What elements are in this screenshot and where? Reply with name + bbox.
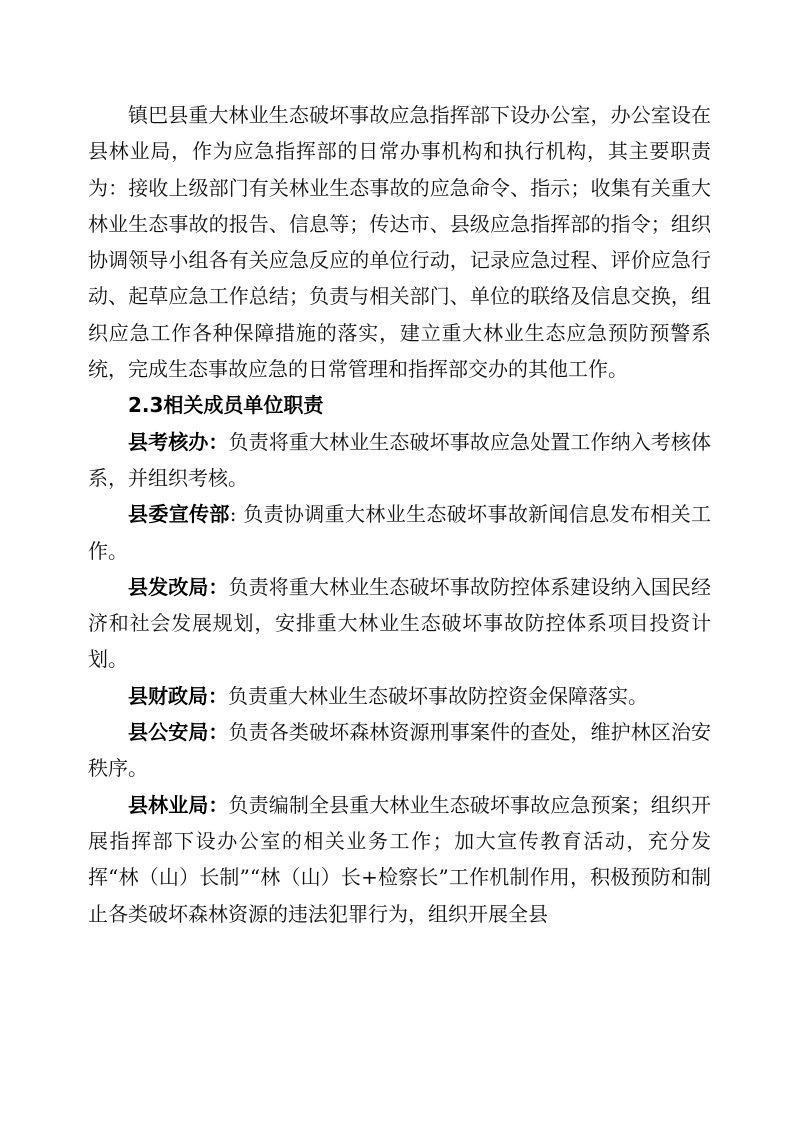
unit-label: 县委宣传部	[128, 502, 230, 527]
section-heading: 2.3相关成员单位职责	[128, 393, 324, 418]
unit-text: 负责重大林业生态破坏事故防控资金保障落实。	[228, 683, 648, 708]
unit-label: 县财政局：	[128, 683, 228, 708]
unit-text: 负责将重大林业生态破坏事故应急处置工作纳入考核体系，并组织考核。	[88, 429, 712, 490]
unit-label: 县林业局：	[128, 792, 229, 817]
unit-text: : 负责协调重大林业生态破坏事故新闻信息发布相关工作。	[88, 502, 712, 563]
unit-label: 县公安局：	[128, 720, 229, 745]
unit-text: 负责各类破坏森林资源刑事案件的查处，维护林区治安秩序。	[88, 720, 712, 781]
unit-paragraph-forestry-bureau	[88, 787, 711, 932]
office-duties-paragraph: 镇巴县重大林业生态破坏事故应急指挥部下设办公室，办公室设在县林业局，作为应急指挥部的日常办事机构和执行机构，其主要职责为：接收上级部门有关林业生态事故的应急命令、指示；收集有关重大林业生态事故的报告、信息等；传达市、县级应急指挥部的指令；组织协调领导小组各有关应急反应的单位行动，记录应急过程、评价应急行动、起草应急工作总结；负责与相关部门、单位的联络及信息交换，组织应急工作各种保障措施的落实，建立重大林业生态应急预防预警系统，完成生态事故应急的日常管理和指挥部交办的其他工作。	[88, 103, 711, 382]
unit-text: 负责将重大林业生态破坏事故防控体系建设纳入国民经济和社会发展规划，安排重大林业生态破坏事故防控体系项目投资计划。	[88, 574, 712, 672]
unit-label: 县考核办：	[128, 429, 229, 454]
unit-paragraph-finance-bureau	[88, 678, 711, 714]
unit-paragraph-assessment-office	[88, 424, 711, 497]
unit-paragraph-propaganda-dept	[88, 496, 711, 569]
unit-text: 负责编制全县重大林业生态破坏事故应急预案；组织开展指挥部下设办公室的相关业务工作；加大宣传教育活动，充分发挥“林（山）长制”“林（山）长+检察长”工作机制作用，积极预防和制止各类破坏森林资源的违法犯罪行为，组织开展全县	[88, 792, 712, 926]
unit-paragraph-development-reform-bureau	[88, 569, 711, 678]
unit-label: 县发改局：	[128, 574, 229, 599]
unit-paragraph-public-security-bureau	[88, 714, 711, 787]
document-page	[88, 97, 711, 932]
